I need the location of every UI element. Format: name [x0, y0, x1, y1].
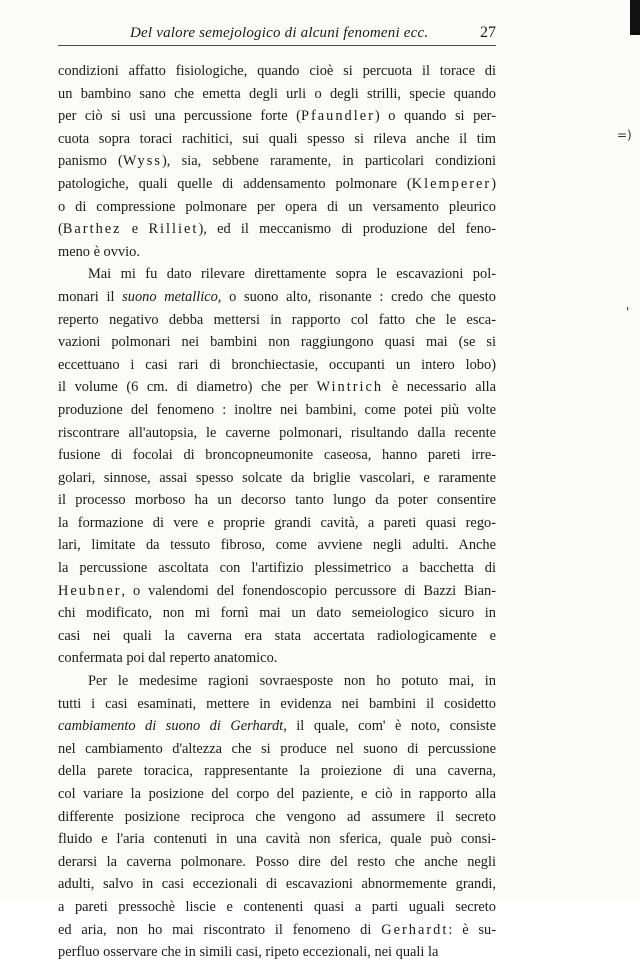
text-run: produzione del fenomeno : inoltre nei bambini, come potei più volte [58, 401, 496, 418]
text-line [58, 534, 496, 557]
spaced-author-name: Klemperer [411, 175, 492, 192]
paragraph [58, 670, 496, 964]
spaced-author-name: Heubner [58, 582, 122, 599]
text-run: eccettuano i casi rari di bronchiectasie, occupanti un intero lobo) [58, 356, 496, 373]
text-line [58, 150, 496, 173]
text-run: condizioni affatto fisiologiche, quando cioè si percuota il torace di [58, 63, 496, 79]
page-header [58, 22, 496, 46]
text-line [58, 128, 496, 151]
text-line [58, 647, 496, 670]
text-line [58, 241, 496, 264]
text-run: fluido e l'aria contenuti in una cavità non sferica, quale può consi- [58, 831, 496, 848]
text-run: , o valendomi del fonendoscopio percussore di Bazzi Bian- [121, 582, 496, 599]
text-line [58, 331, 496, 354]
text-run: reperto negativo debba mettersi in rapporto col fatto che le esca- [58, 311, 496, 328]
text-run: il processo morboso ha un decorso tanto lungo da poter consentire [58, 492, 496, 509]
text-run: riscontrare all'autopsia, le caverne polmonari, risultando dalla recente [58, 424, 496, 441]
text-run: nel cambiamento d'altezza che si produce nel suono di percussione [58, 740, 496, 757]
text-run: la formazione di vere e proprie grandi cavità, a pareti quasi rego- [58, 514, 496, 531]
text-line [58, 941, 496, 964]
text-line [58, 806, 496, 829]
margin-mark: =) [617, 128, 632, 142]
text-run: casi nei quali la caverna era stata accertata radiologicamente e [58, 627, 496, 644]
text-run: ( [58, 221, 63, 238]
text-run: differente posizione reciproca che vengono ad assumere il secreto [58, 808, 496, 825]
scan-edge-shadow [630, 0, 640, 35]
text-run: adulti, salvo in casi eccezionali di escavazioni abnormemente grandi, [58, 876, 496, 893]
text-line [58, 489, 496, 512]
text-line [58, 602, 496, 625]
text-run: ), sia, sebbene raramente, in particolari condizioni [161, 153, 497, 170]
text-run: golari, sinnose, assai spesso solcate da briglie vascolari, e raramente [58, 469, 496, 486]
margin-mark: ' [626, 305, 630, 319]
text-line [58, 60, 496, 83]
text-line [58, 851, 496, 874]
text-line [58, 376, 496, 399]
text-run: e [121, 221, 149, 238]
text-run: cuota sopra toraci rachitici, sui quali spesso si rileva anche il tim [58, 130, 496, 147]
text-line [58, 760, 496, 783]
page-number: 27 [480, 24, 496, 41]
text-line [58, 467, 496, 490]
text-line [58, 693, 496, 716]
text-run: Mai mi fu dato rilevare direttamente sopra le escavazioni pol- [88, 266, 496, 283]
text-run: perfluo osservare che in simili casi, ripeto eccezionali, nei quali la [58, 944, 439, 961]
text-run: panismo ( [58, 153, 123, 170]
text-line [58, 309, 496, 332]
text-run: ), ed il meccanismo di produzione del feno- [198, 221, 496, 238]
spaced-author-name: Pfaundler [300, 108, 375, 125]
text-line [58, 919, 496, 942]
text-run: Per le medesime ragioni sovraesposte non ho potuto mai, in [88, 673, 496, 690]
text-line [58, 286, 496, 309]
text-run: tutti i casi esaminati, mettere in evidenza nei bambini il cosidetto [58, 695, 496, 712]
text-run: : è su- [448, 921, 497, 938]
spaced-author-name: Wyss [122, 153, 162, 170]
text-line [58, 218, 496, 241]
text-line [58, 783, 496, 806]
text-run: confermata poi dal reperto anatomico. [58, 650, 278, 667]
italic-text: cambiamento di suono di Gerhardt [58, 718, 284, 735]
text-run: è necessario alla [383, 379, 496, 396]
text-line [58, 263, 496, 286]
text-line [58, 83, 496, 106]
text-run: lari, limitate da tessuto fibroso, come avviene negli adulti. Anche [58, 537, 496, 554]
text-run: o di compressione polmonare per opera di un versamento pleurico [58, 198, 496, 215]
text-run: un bambino sano che emetta degli urli o degli strilli, specie quando [58, 85, 496, 102]
spaced-author-name: Gerhardt [381, 921, 449, 938]
text-run: o suono alto, risonante : credo che questo [221, 288, 496, 305]
text-run: derarsi la caverna polmonare. Posso dire del resto che anche negli [58, 853, 496, 870]
running-head: Del valore semejologico di alcuni fenomeni ecc. [130, 25, 429, 41]
text-line [58, 173, 496, 196]
text-line [58, 625, 496, 648]
text-line [58, 444, 496, 467]
text-line [58, 715, 496, 738]
spaced-author-name: Rilliet [148, 221, 199, 238]
text-run: col variare la posizione del corpo del paziente, e ciò in rapporto alla [58, 786, 496, 802]
text-line [58, 422, 496, 445]
text-line [58, 354, 496, 377]
text-line [58, 557, 496, 580]
text-line [58, 105, 496, 128]
body-text [58, 60, 496, 964]
text-run: il volume (6 cm. di diametro) che per [58, 379, 317, 396]
text-run: per ciò si usi una percussione forte ( [58, 108, 301, 125]
text-run: della parete toracica, rappresentante la proiezione di una caverna, [58, 763, 496, 780]
text-line [58, 512, 496, 535]
text-line [58, 196, 496, 219]
text-run: chi modificato, non mi fornì mai un dato semeiologico sicuro in [58, 605, 496, 622]
text-run: a pareti pressochè liscie e contenenti quasi a parti uguali secreto [58, 898, 496, 915]
text-run: monari il [58, 288, 123, 305]
text-line [58, 580, 496, 603]
text-run: la percussione ascoltata con l'artifizio plessimetrico a bacchetta di [58, 560, 496, 577]
header-rule [58, 45, 496, 46]
text-run: meno è ovvio. [58, 243, 140, 260]
paragraph [58, 263, 496, 670]
text-run: fusione di focolai di broncopneumonite caseosa, hanno pareti irre- [58, 447, 496, 464]
paragraph [58, 60, 496, 263]
text-line [58, 738, 496, 761]
text-run: ed aria, non ho mai riscontrato il fenomeno di [58, 921, 382, 938]
text-line [58, 896, 496, 919]
text-run: patologiche, quali quelle di addensamento polmonare ( [58, 175, 412, 192]
text-run: ) [491, 175, 496, 192]
text-run: ) o quando si per- [374, 108, 496, 125]
text-line [58, 670, 496, 693]
text-run: vazioni polmonari nei bambini non raggiungono quasi mai (se si [58, 334, 496, 351]
text-run: , il quale, com' è noto, consiste [283, 718, 496, 735]
text-line [58, 873, 496, 896]
spaced-author-name: Wintrich [316, 379, 384, 396]
text-line [58, 399, 496, 422]
text-line [58, 828, 496, 851]
spaced-author-name: Barthez [62, 221, 122, 238]
italic-text: suono metallico, [122, 288, 222, 305]
